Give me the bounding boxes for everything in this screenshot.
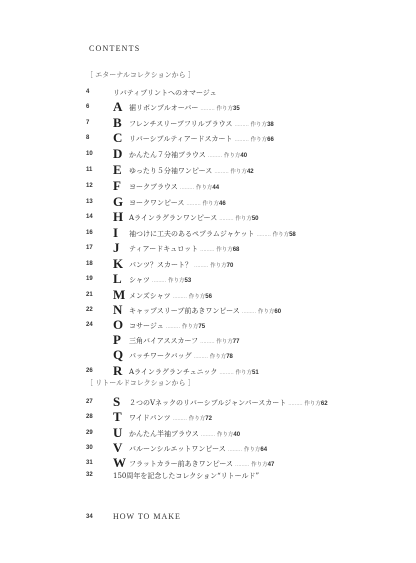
howto-page: 64 xyxy=(260,447,268,453)
entry-title-line xyxy=(129,429,240,439)
howto-label: 作り方 xyxy=(235,370,252,376)
howto-label: 作り方 xyxy=(235,216,252,222)
toc-entry-a[interactable] xyxy=(0,101,416,115)
entry-title: パンツ？スカート？ xyxy=(129,261,192,269)
toc-entry-b[interactable] xyxy=(0,117,416,131)
entry-letter: W xyxy=(113,455,126,470)
entry-title: ティアードキュロット xyxy=(129,245,199,253)
toc-entry-o[interactable] xyxy=(0,319,416,333)
howto-label: 作り方 xyxy=(304,401,321,407)
leader-dots: ……… xyxy=(200,432,215,438)
toc-entry-f[interactable] xyxy=(0,180,416,194)
page-number: 28 xyxy=(86,414,93,420)
page-number: 29 xyxy=(86,430,93,436)
howto-label: 作り方 xyxy=(243,447,261,453)
entry-title-line xyxy=(129,351,233,361)
toc-entry-e[interactable] xyxy=(0,164,416,178)
howto-label: 作り方 xyxy=(223,153,241,159)
toc-entry-j[interactable] xyxy=(0,242,416,256)
entry-letter: S xyxy=(113,394,121,409)
entry-letter: J xyxy=(113,240,120,255)
entry-title: バルーンシルエットワンピース xyxy=(129,445,226,453)
howto-page: 53 xyxy=(184,278,192,284)
page-number: 32 xyxy=(86,472,93,478)
howto-page: 72 xyxy=(205,416,212,422)
leader-dots: ……… xyxy=(256,232,271,238)
howto-page: 40 xyxy=(233,432,241,438)
leader-dots: ……… xyxy=(235,462,250,468)
entry-title: 三角バイアススカーフ xyxy=(129,337,199,345)
leader-dots: ……… xyxy=(241,309,256,315)
entry-letter: N xyxy=(113,302,123,317)
entry-title: 袖つけに工夫のあるペプラムジャケット xyxy=(129,230,255,238)
entry-title: ゆったり５分袖ワンピース xyxy=(129,167,213,175)
howto-page: 68 xyxy=(232,247,240,253)
howto-label: 作り方 xyxy=(272,232,290,238)
howto-page: 77 xyxy=(232,339,240,345)
entry-title-line xyxy=(129,321,205,331)
entry-title-line xyxy=(129,134,274,144)
entry-letter: H xyxy=(113,209,124,224)
entry-title-line xyxy=(129,398,328,408)
leader-dots: ……… xyxy=(219,216,234,222)
entry-title-line xyxy=(129,260,233,270)
howto-page: 58 xyxy=(289,232,296,238)
entry-letter: Q xyxy=(113,347,124,362)
leader-dots: ……… xyxy=(200,339,215,345)
entry-title: かんたん半袖ブラウス xyxy=(129,430,199,438)
leader-dots: ……… xyxy=(234,122,249,128)
toc-entry-v[interactable] xyxy=(0,442,416,456)
toc-entry-q[interactable] xyxy=(0,349,416,363)
page-number: 27 xyxy=(86,399,93,405)
entry-letter: K xyxy=(113,256,124,271)
toc-entry-d[interactable] xyxy=(0,148,416,162)
entry-title: ヨークブラウス xyxy=(129,183,178,191)
page-number: 17 xyxy=(86,245,93,251)
howto-label: 作り方 xyxy=(167,278,185,284)
howto-page: 42 xyxy=(246,169,254,175)
howto-page: 66 xyxy=(267,137,274,143)
toc-entry-l[interactable] xyxy=(0,273,416,287)
howto-title[interactable]: HOW TO MAKE xyxy=(113,512,181,521)
toc-entry-t[interactable] xyxy=(0,411,416,425)
page-number: 30 xyxy=(86,445,93,451)
entry-letter: T xyxy=(113,409,122,424)
entry-title: ヨークワンピース xyxy=(129,199,185,207)
page-number: 24 xyxy=(86,322,93,328)
page-number: 14 xyxy=(86,214,93,220)
howto-label: 作り方 xyxy=(216,339,233,345)
howto-page: 56 xyxy=(205,294,212,300)
entry-title: キャップスリーブ前あきワンピース xyxy=(129,307,240,315)
page-number: 31 xyxy=(86,460,93,466)
leader-dots: ……… xyxy=(219,370,234,376)
page-number: 4 xyxy=(86,89,90,95)
page-number: 19 xyxy=(86,276,93,282)
page-number: 7 xyxy=(86,120,90,126)
toc-entry-g[interactable] xyxy=(0,196,416,210)
entry-title: メンズシャツ xyxy=(129,292,171,300)
toc-entry-s[interactable] xyxy=(0,396,416,410)
page-number: 18 xyxy=(86,261,93,267)
howto-page: 51 xyxy=(251,370,259,376)
toc-entry-i[interactable] xyxy=(0,227,416,241)
entry-letter: V xyxy=(113,440,123,455)
entry-title: ワイドパンツ xyxy=(129,414,171,422)
toc-entry-c[interactable] xyxy=(0,132,416,146)
section-retold: ［ リトールドコレクションから ］ xyxy=(86,379,195,387)
howto-page: 40 xyxy=(240,153,248,159)
entry-title-line xyxy=(129,291,212,301)
section-eternal: ［ エターナルコレクションから ］ xyxy=(86,71,195,79)
howto-label: 作り方 xyxy=(216,106,233,112)
entry-title-line xyxy=(129,150,247,160)
entry-title-line xyxy=(129,229,296,239)
entry-title: シャツ xyxy=(129,276,150,284)
page-number: 11 xyxy=(86,167,93,173)
leader-dots: ……… xyxy=(165,324,180,330)
howto-page: 47 xyxy=(267,462,275,468)
leader-dots: ……… xyxy=(200,247,215,253)
entry-title-line xyxy=(129,182,219,192)
leader-dots: ……… xyxy=(234,137,249,143)
howto-label: 作り方 xyxy=(216,432,234,438)
entry-title: コサージュ xyxy=(129,322,164,330)
page-number: 16 xyxy=(86,230,93,236)
howto-label: 作り方 xyxy=(195,185,213,191)
howto-page: 50 xyxy=(251,216,259,222)
entry-title: ２つのVネックのリバーシブルジャンパースカート xyxy=(129,399,287,407)
howto-label: 作り方 xyxy=(216,247,233,253)
entry-title-line xyxy=(129,459,274,469)
toc-entry-r[interactable] xyxy=(0,365,416,379)
entry-title-line xyxy=(129,413,212,423)
howto-label: 作り方 xyxy=(188,294,206,300)
howto-page: 62 xyxy=(320,401,328,407)
howto-page: 35 xyxy=(233,106,240,112)
entry-letter: U xyxy=(113,425,123,440)
entry-title: パッチワークバッグ xyxy=(129,352,192,360)
entry-title: リバティプリントへのオマージュ xyxy=(113,89,217,97)
howto-label: 作り方 xyxy=(209,354,227,360)
leader-dots: ……… xyxy=(200,106,215,112)
toc-intro-row[interactable] xyxy=(0,86,416,100)
entry-title-line xyxy=(129,244,239,254)
entry-title: リバーシブルティアードスカート xyxy=(129,135,233,143)
entry-letter: O xyxy=(113,317,124,332)
entry-title: Aラインラグランワンピース xyxy=(129,214,218,222)
leader-dots: ……… xyxy=(151,278,166,284)
howto-label: 作り方 xyxy=(250,122,268,128)
howto-label: 作り方 xyxy=(210,263,227,269)
howto-page: 75 xyxy=(198,324,206,330)
entry-title: 裾リボンプルオーバー xyxy=(129,104,199,112)
entry-title-line xyxy=(129,198,226,208)
entry-title-line xyxy=(129,306,281,316)
entry-title: Aラインラグランチュニック xyxy=(129,368,218,376)
toc-anniversary-row[interactable] xyxy=(0,469,416,483)
entry-title-line xyxy=(129,336,239,346)
entry-letter: M xyxy=(113,287,126,302)
leader-dots: ……… xyxy=(207,153,222,159)
entry-letter: C xyxy=(113,130,123,145)
leader-dots: ……… xyxy=(179,185,194,191)
entry-letter: E xyxy=(113,162,122,177)
entry-letter: F xyxy=(113,178,121,193)
howto-label: 作り方 xyxy=(188,416,206,422)
entry-title: フラットカラー前あきワンピース xyxy=(129,460,234,468)
howto-label: 作り方 xyxy=(230,169,247,175)
entry-title-line xyxy=(129,367,259,377)
leader-dots: ……… xyxy=(193,354,208,360)
entry-title-line xyxy=(129,166,254,176)
page-number: 8 xyxy=(86,135,90,141)
howto-label: 作り方 xyxy=(202,201,219,207)
howto-page: 78 xyxy=(226,354,233,360)
entry-title-line xyxy=(129,119,274,129)
toc-entry-m[interactable] xyxy=(0,289,416,303)
howto-label: 作り方 xyxy=(257,309,275,315)
entry-title-line xyxy=(129,103,240,113)
contents-title: CONTENTS xyxy=(89,44,141,53)
leader-dots: ……… xyxy=(288,401,303,407)
howto-label: 作り方 xyxy=(181,324,199,330)
toc-entry-p[interactable] xyxy=(0,334,416,348)
leader-dots: ……… xyxy=(214,169,229,175)
leader-dots: ……… xyxy=(172,416,187,422)
page-number: 21 xyxy=(86,292,93,298)
entry-letter: B xyxy=(113,115,122,130)
howto-page-number: 34 xyxy=(86,514,93,520)
entry-letter: D xyxy=(113,146,123,161)
page-number: 26 xyxy=(86,368,93,374)
page-number: 13 xyxy=(86,199,93,205)
toc-entry-k[interactable] xyxy=(0,258,416,272)
leader-dots: ……… xyxy=(194,263,209,269)
howto-label: 作り方 xyxy=(251,462,268,468)
entry-title: 150周年を記念したコレクション“リトールド” xyxy=(113,472,260,480)
entry-letter: R xyxy=(113,363,123,378)
leader-dots: ……… xyxy=(172,294,187,300)
howto-page: 70 xyxy=(226,263,234,269)
page-number: 22 xyxy=(86,307,93,313)
leader-dots: ……… xyxy=(227,447,242,453)
howto-page: 44 xyxy=(212,185,220,191)
page-number: 10 xyxy=(86,151,93,157)
entry-letter: P xyxy=(113,332,121,347)
entry-letter: G xyxy=(113,194,124,209)
entry-title-line xyxy=(129,275,191,285)
page-number: 12 xyxy=(86,183,93,189)
howto-page: 38 xyxy=(267,122,274,128)
toc-entry-h[interactable] xyxy=(0,211,416,225)
entry-title: かんたん７分袖ブラウス xyxy=(129,151,206,159)
howto-page: 46 xyxy=(219,201,226,207)
howto-label: 作り方 xyxy=(250,137,268,143)
leader-dots: ……… xyxy=(186,201,201,207)
entry-letter: I xyxy=(113,225,119,240)
toc-entry-u[interactable] xyxy=(0,427,416,441)
toc-entry-n[interactable] xyxy=(0,304,416,318)
entry-title-line xyxy=(129,444,267,454)
howto-page: 60 xyxy=(274,309,282,315)
entry-title-line xyxy=(129,213,259,223)
page-number: 6 xyxy=(86,104,90,110)
entry-letter: A xyxy=(113,99,123,114)
entry-title: フレンチスリーブフリルブラウス xyxy=(129,120,233,128)
entry-letter: L xyxy=(113,271,122,286)
